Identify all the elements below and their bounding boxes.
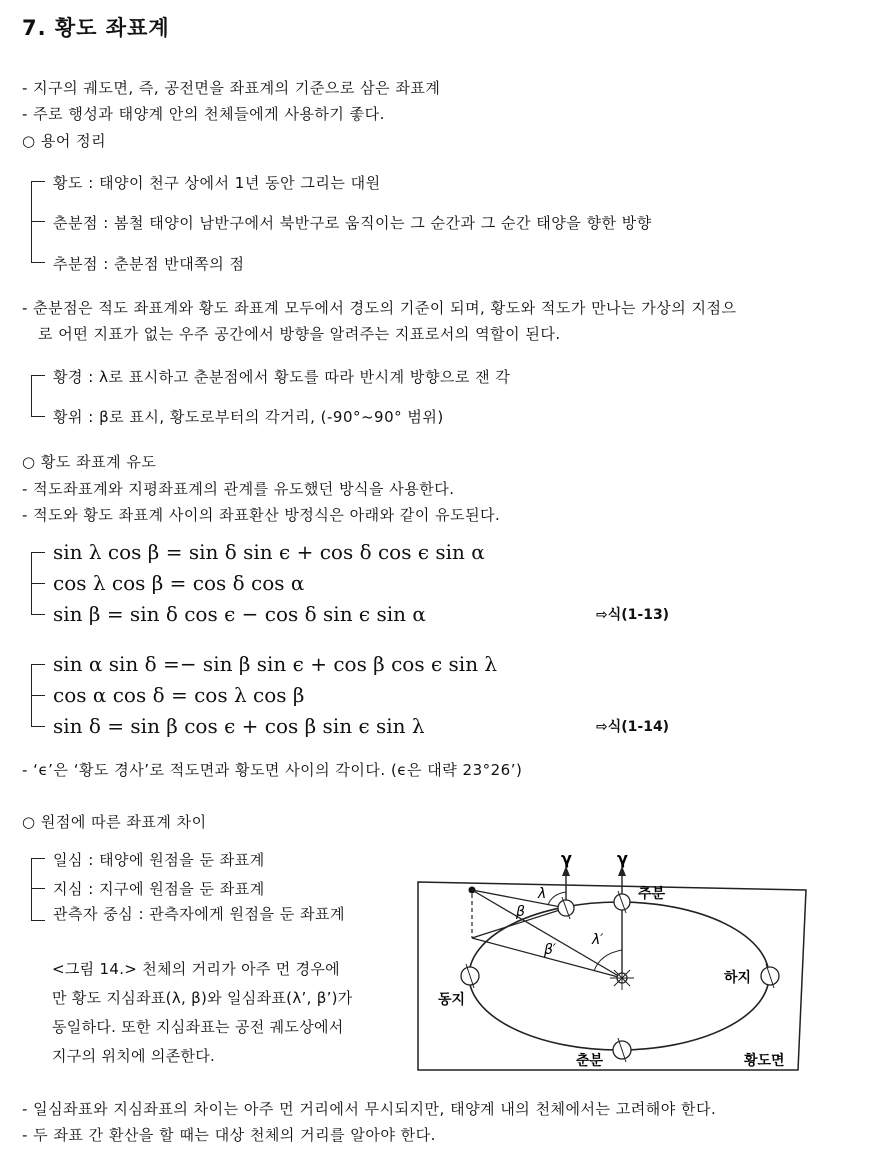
- coords-bracket: [31, 375, 32, 416]
- origin-heliocentric: 일심 : 태양에 원점을 둔 좌표계: [53, 851, 265, 869]
- section-terms-heading: ○ 용어 정리: [22, 132, 107, 150]
- derivation-line-1: - 적도좌표계와 지평좌표계의 관계를 유도했던 방식을 사용한다.: [22, 480, 455, 498]
- caption-line-3: 동일하다. 또한 지심좌표는 공전 궤도상에서: [52, 1018, 344, 1036]
- eq-set1-bracket-tick: [31, 583, 45, 584]
- lambda-prime-arc: [594, 950, 622, 971]
- eq-set1-bracket-tick: [31, 552, 45, 553]
- origin-topocentric: 관측자 중심 : 관측자에게 원점을 둔 좌표계: [53, 905, 345, 923]
- intro-line-2: - 주로 행성과 태양계 안의 천체들에게 사용하기 좋다.: [22, 105, 385, 123]
- coord-longitude: 황경 : λ로 표시하고 춘분점에서 황도를 따라 반시계 방향으로 잰 각: [53, 368, 511, 386]
- terms-bracket-tick: [31, 221, 45, 222]
- equation-1-14-a: sin α sin δ =− sin β sin ϵ + cos β cos ϵ sin λ: [53, 652, 498, 676]
- origin-geocentric: 지심 : 지구에 원점을 둔 좌표계: [53, 880, 265, 898]
- equation-1-13-a: sin λ cos β = sin δ sin ϵ + cos δ cos ϵ sin α: [53, 540, 485, 564]
- coords-bracket-tick: [31, 416, 45, 417]
- origin-bracket-tick: [31, 888, 45, 889]
- equation-1-14-b: cos α cos δ = cos λ cos β: [53, 683, 305, 707]
- term-autumnal-equinox: 추분점 : 춘분점 반대쪽의 점: [53, 255, 245, 273]
- lambda-prime-label: λ′: [592, 932, 604, 948]
- eq-set2-bracket-tick: [31, 695, 45, 696]
- lambda-label: λ: [538, 886, 547, 902]
- figure-caption: [52, 955, 397, 1071]
- derivation-line-2: - 적도와 황도 좌표계 사이의 좌표환산 방정식은 아래와 같이 유도된다.: [22, 506, 501, 524]
- equation-ref-1-14: ⇨식(1-14): [596, 719, 670, 735]
- term-vernal-equinox: 춘분점 : 봄철 태양이 남반구에서 북반구로 움직이는 그 순간과 그 순간 태양을 향한 방향: [53, 214, 652, 232]
- epsilon-note: - ‘ϵ’은 ‘황도 경사’로 적도면과 황도면 사이의 각이다. (ϵ은 대략 23°26’): [22, 761, 523, 779]
- gamma-label-1: γ: [561, 850, 572, 868]
- plane-label: 황도면: [744, 1053, 785, 1069]
- origin-bracket-tick: [31, 858, 45, 859]
- beta-label: β: [516, 904, 525, 920]
- intro-line-1: - 지구의 궤도면, 즉, 공전면을 좌표계의 기준으로 삼은 좌표계: [22, 79, 441, 97]
- term-ecliptic: 황도 : 태양이 천구 상에서 1년 동안 그리는 대원: [53, 174, 381, 192]
- section-origin-heading: ○ 원점에 따른 좌표계 차이: [22, 813, 207, 831]
- coords-bracket-tick: [31, 375, 45, 376]
- vernal-note-line-1: - 춘분점은 적도 좌표계와 황도 좌표계 모두에서 경도의 기준이 되며, 황도와 적도가 만나는 가상의 지점으: [22, 299, 737, 317]
- eq-set1-bracket-tick: [31, 614, 45, 615]
- caption-line-2: 만 황도 지심좌표(λ, β)와 일심좌표(λ’, β’)가: [52, 989, 353, 1007]
- autumn-label: 추분: [638, 886, 666, 902]
- eq-set2-bracket-tick: [31, 664, 45, 665]
- vernal-note-line-2: 로 어떤 지표가 없는 우주 공간에서 방향을 알려주는 지표로서의 역할이 된다.: [38, 325, 561, 343]
- summer-label: 하지: [724, 970, 752, 986]
- sun-icon: [610, 966, 634, 990]
- conclusion-line-1: - 일심좌표와 지심좌표의 차이는 아주 먼 거리에서 무시되지만, 태양계 내의 천체에서는 고려해야 한다.: [22, 1100, 717, 1118]
- winter-label: 동지: [438, 992, 466, 1008]
- caption-line-1: <그림 14.> 천체의 거리가 아주 먼 경우에: [52, 960, 340, 978]
- coord-latitude: 황위 : β로 표시, 황도로부터의 각거리, (-90°~90° 범위): [53, 408, 444, 426]
- conclusion-line-2: - 두 좌표 간 환산을 할 때는 대상 천체의 거리를 알아야 한다.: [22, 1126, 436, 1144]
- caption-line-4: 지구의 위치에 의존한다.: [52, 1047, 216, 1065]
- equation-1-13-c: sin β = sin δ cos ϵ − cos δ sin ϵ sin α: [53, 602, 426, 626]
- gamma-label-2: γ: [617, 850, 628, 868]
- equation-1-14-c: sin δ = sin β cos ϵ + cos β sin ϵ sin λ: [53, 714, 425, 738]
- equation-ref-1-13: ⇨식(1-13): [596, 607, 670, 623]
- section-derivation-heading: ○ 황도 좌표계 유도: [22, 453, 157, 471]
- ecliptic-diagram: [414, 850, 814, 1075]
- page-title: 7. 황도 좌표계: [22, 16, 170, 40]
- terms-bracket-tick: [31, 262, 45, 263]
- origin-bracket-tick: [31, 920, 45, 921]
- beta-prime-label: β′: [544, 942, 557, 958]
- origin-bracket: [31, 858, 32, 920]
- eq-set2-bracket-tick: [31, 726, 45, 727]
- equation-1-13-b: cos λ cos β = cos δ cos α: [53, 571, 305, 595]
- terms-bracket-tick: [31, 181, 45, 182]
- spring-label: 춘분: [576, 1053, 604, 1069]
